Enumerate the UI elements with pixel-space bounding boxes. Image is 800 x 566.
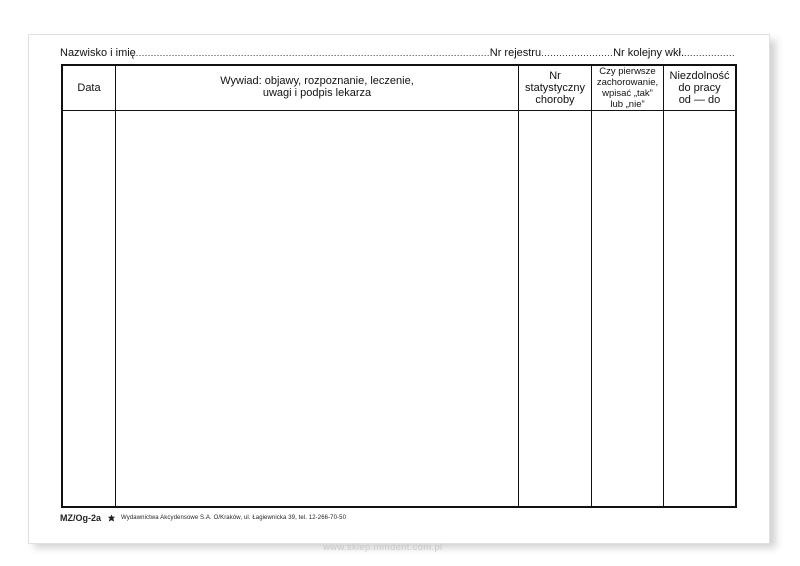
column-header-first-illness: Czy pierwsze zachorowanie, wpisać „tak” lub „nie” bbox=[592, 66, 664, 111]
watermark-text: www.sklep.mmdent.com.pl bbox=[323, 542, 443, 553]
column-body-date[interactable] bbox=[63, 111, 116, 506]
column-header-statistical-number: Nr statystyczny choroby bbox=[519, 66, 592, 111]
form-sheet bbox=[28, 34, 770, 544]
name-label: Nazwisko i imię bbox=[60, 47, 136, 59]
column-body-statistical-number[interactable] bbox=[519, 111, 592, 506]
column-header-history: Wywiad: objawy, rozpoznanie, leczenie, uwagi i podpis lekarza bbox=[116, 66, 519, 111]
column-body-first-illness[interactable] bbox=[592, 111, 664, 506]
registry-fill-line[interactable] bbox=[541, 46, 613, 60]
registry-label: Nr rejestru bbox=[489, 47, 542, 59]
publisher-logo-icon bbox=[107, 514, 116, 523]
name-fill-line[interactable] bbox=[136, 46, 490, 60]
column-header-work-incapacity: Niezdolność do pracy od — do bbox=[664, 66, 735, 111]
form-code: MZ/Og-2a bbox=[60, 513, 102, 523]
column-body-history[interactable] bbox=[116, 111, 519, 506]
form-footer bbox=[60, 513, 346, 523]
patient-header-line bbox=[60, 46, 734, 60]
column-header-date: Data bbox=[63, 66, 116, 111]
sequence-label: Nr kolejny wkł. bbox=[613, 47, 684, 59]
sequence-fill-line[interactable] bbox=[684, 46, 734, 60]
publisher-info: Wydawnictwa Akcydensowe S.A. O/Kraków, ul. Łagiewnicka 39, tel. 12-266-70-50 bbox=[121, 515, 347, 521]
medical-record-table bbox=[61, 64, 737, 508]
column-body-work-incapacity[interactable] bbox=[664, 111, 735, 506]
